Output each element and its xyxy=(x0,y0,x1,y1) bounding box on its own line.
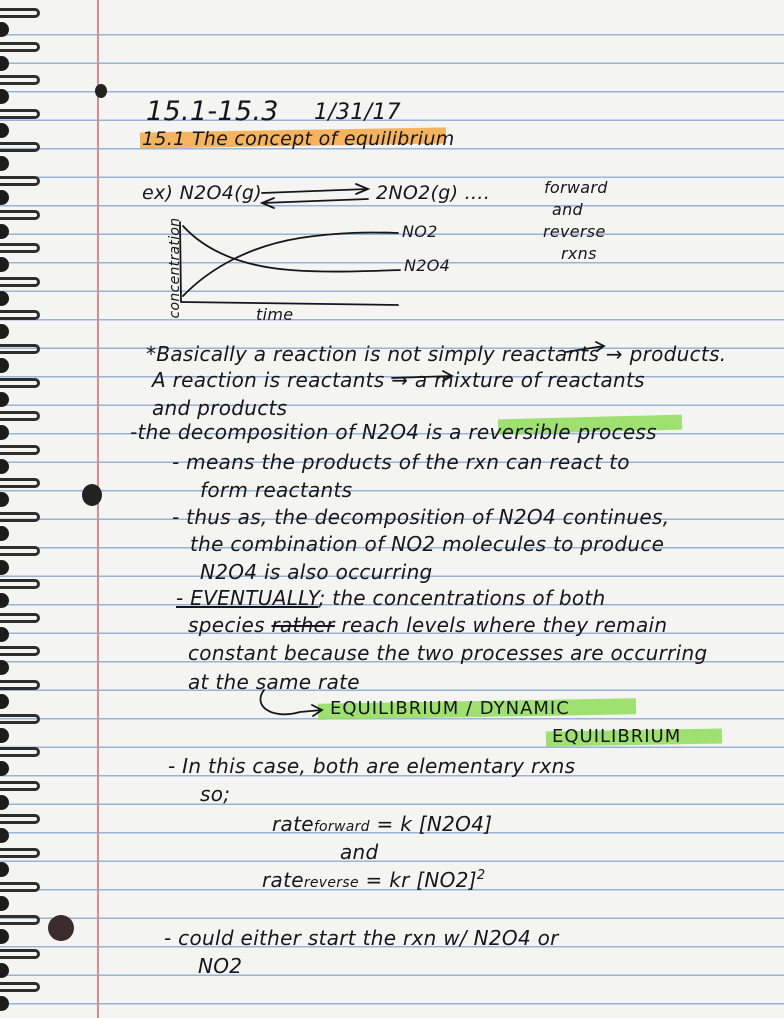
equilibrium-curl-arrow xyxy=(260,690,322,716)
note-line-3: and products xyxy=(152,396,288,420)
reaction-product: 2NO2(g) .... xyxy=(376,182,491,204)
graph-x-label: time xyxy=(256,305,294,324)
graph-y-axis xyxy=(180,222,181,302)
products-arrow xyxy=(566,342,604,352)
note-line-2: A reaction is reactants → a mixture of reactants xyxy=(152,368,645,392)
page-title: 15.1-15.3 xyxy=(146,96,279,127)
note-line-9: N2O4 is also occurring xyxy=(200,560,433,584)
note-line-5: - means the products of the rxn can react to xyxy=(172,450,630,474)
graph-y-label: concentration xyxy=(167,217,183,319)
note-line-1: *Basically a reaction is not simply reactants → products. xyxy=(146,342,727,366)
reaction-note-1: forward xyxy=(544,178,608,197)
note-line-4: -the decomposition of N2O4 is a reversible process xyxy=(130,420,657,444)
note-line-21: - could either start the rxn w/ N2O4 or xyxy=(164,926,559,950)
no2-curve xyxy=(183,233,398,296)
crossed-out-word: rather xyxy=(271,613,335,637)
note-line-16: - In this case, both are elementary rxns xyxy=(168,754,576,778)
note-line-12: constant because the two processes are occurring xyxy=(188,641,708,665)
note-line-10: - EVENTUALLY; the concentrations of both xyxy=(176,586,606,610)
reversible-process-text: reversible process xyxy=(468,420,657,444)
graph-curve-label-top: NO2 xyxy=(402,222,438,241)
note-line-8: the combination of NO2 molecules to produce xyxy=(190,532,665,556)
note-line-6: form reactants xyxy=(200,478,353,502)
note-and: and xyxy=(340,840,379,864)
note-line-13: at the same rate xyxy=(188,670,360,694)
reaction-note-3: reverse xyxy=(543,222,606,241)
note-line-11: species rather reach levels where they remain xyxy=(188,613,668,637)
equilibrium-reverse-arrow xyxy=(262,198,368,208)
reaction-note-4: rxns xyxy=(561,244,597,263)
reaction-label: ex) N2O4(g) xyxy=(142,182,262,204)
rate-reverse-equation: ratereverse = kr $[NO2]^2$ xyxy=(262,868,486,892)
graph-x-axis xyxy=(181,302,398,305)
equilibrium-forward-arrow xyxy=(262,184,368,194)
note-line-7: - thus as, the decomposition of N2O4 continues, xyxy=(172,505,670,529)
rate-forward-equation: rateforward = k [N2O4] xyxy=(272,812,493,836)
equilibrium-label-2: EQUILIBRIUM xyxy=(552,726,682,747)
reaction-note-2: and xyxy=(552,200,584,219)
graph-curve-label-bottom: N2O4 xyxy=(404,256,451,275)
section-heading: 15.1 The concept of equilibrium xyxy=(142,128,455,150)
reaction-arrow xyxy=(392,371,452,381)
note-line-22: NO2 xyxy=(198,954,243,978)
equilibrium-label-1: EQUILIBRIUM / DYNAMIC xyxy=(330,698,570,719)
date: 1/31/17 xyxy=(314,100,401,125)
note-line-17: so; xyxy=(200,782,231,806)
